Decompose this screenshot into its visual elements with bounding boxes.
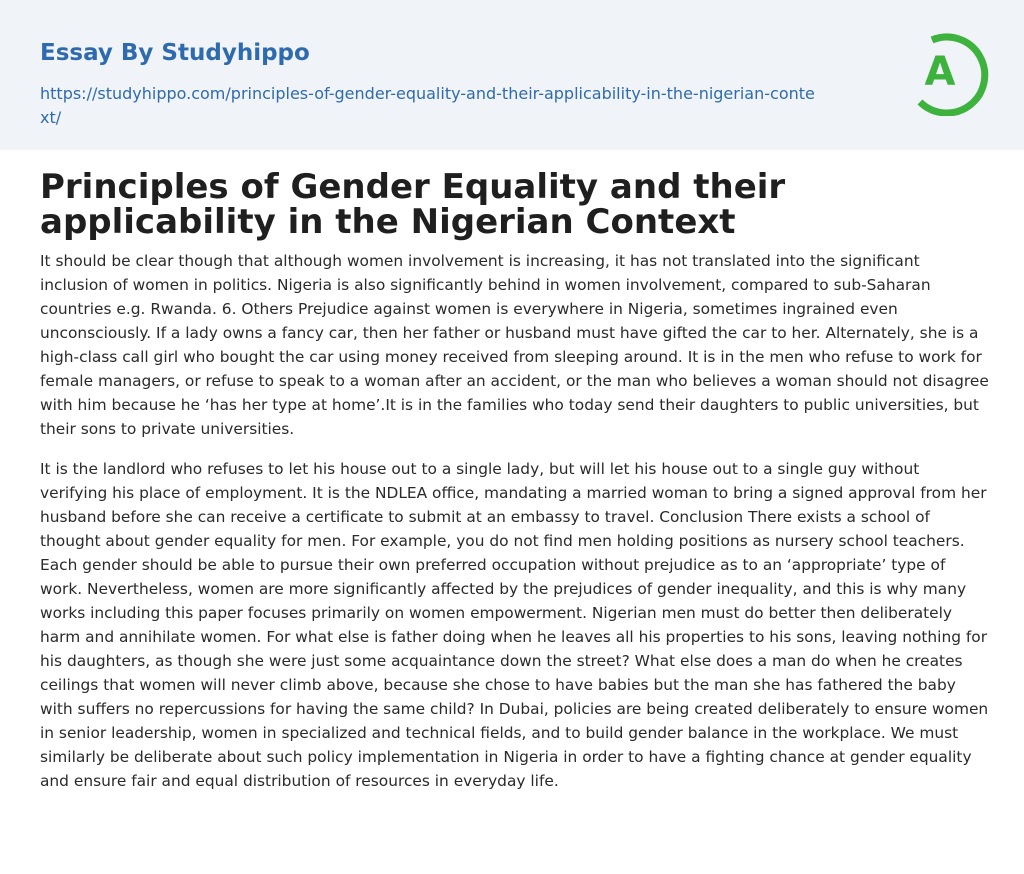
brand-title: Essay By Studyhippo bbox=[40, 40, 310, 66]
essay-title: Principles of Gender Equality and their applicability in the Nigerian Context bbox=[40, 167, 786, 242]
essay-url-link[interactable]: https://studyhippo.com/principles-of-gender-equality-and-their-applicability-in-the-nigerian-context/ bbox=[40, 84, 815, 127]
essay-body bbox=[40, 249, 990, 809]
studyhippo-logo-icon[interactable] bbox=[904, 28, 990, 116]
logo-letter: A bbox=[924, 49, 956, 95]
essay-paragraph: It should be clear though that although women involvement is increasing, it has not translated into the significant inclusion of women in politics. Nigeria is also significantly behind in women involvement, compared to sub-Saharan countries e.g. Rwanda. 6. Others Prejudice against women is everywhere in Nigeria, sometimes ingrained even unconsciously. If a lady owns a fancy car, then her father or husband must have gifted the car to her. Alternately, she is a high-class call girl who bought the car using money received from sleeping around. It is in the men who refuse to work for female managers, or refuse to speak to a woman after an accident, or the man who believes a woman should not disagree with him because he ‘has her type at home’.It is in the families who today send their daughters to public universities, but their sons to private universities. bbox=[40, 252, 989, 438]
essay-paragraph: It is the landlord who refuses to let his house out to a single lady, but will let his house out to a single guy without verifying his place of employment. It is the NDLEA office, mandating a married woman to bring a signed approval from her husband before she can receive a certificate to submit at an embassy to travel. Conclusion There exists a school of thought about gender equality for men. For example, you do not find men holding positions as nursery school teachers. Each gender should be able to pursue their own preferred occupation without prejudice as to an ‘appropriate’ type of work. Nevertheless, women are more significantly affected by the prejudices of gender inequality, and this is why many works including this paper focuses primarily on women empowerment. Nigerian men must do better then deliberately harm and annihilate women. For what else is father doing when he leaves all his properties to his sons, leaving nothing for his daughters, as though she were just some acquaintance down the street? What else does a man do when he creates ceilings that women will never climb above, because she chose to have babies but the man she has fathered the baby with suffers no repercussions for having the same child? In Dubai, policies are being created deliberately to ensure women in senior leadership, women in specialized and technical fields, and to build gender balance in the workplace. We must similarly be deliberate about such policy implementation in Nigeria in order to have a fighting chance at gender equality and ensure fair and equal distribution of resources in everyday life. bbox=[40, 460, 989, 790]
page-header bbox=[0, 0, 1024, 150]
